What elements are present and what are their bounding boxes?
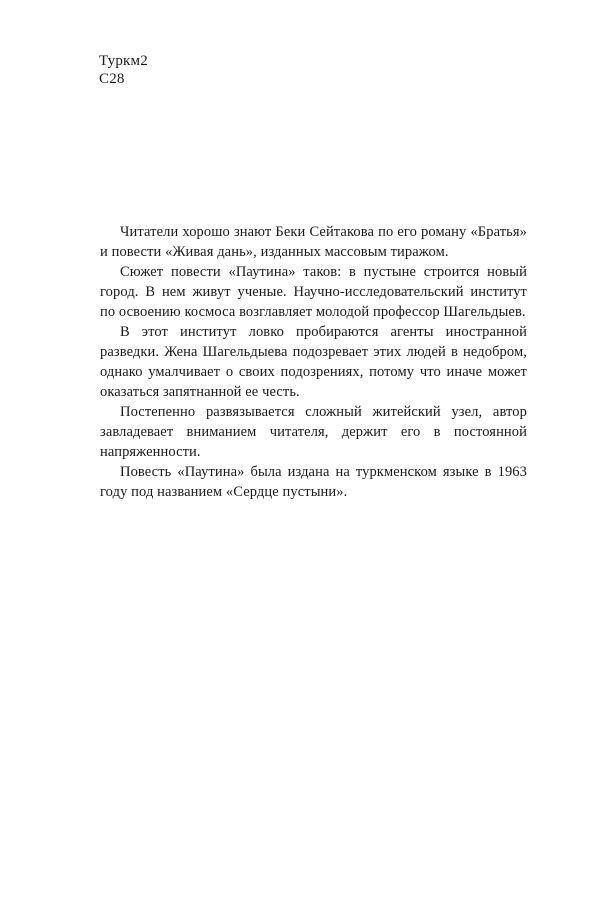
annotation-paragraph: В этот институт ловко пробираются агенты иностранной разведки. Жена Шагельдыева подозревает этих людей в недобром, однако умалчивает о своих подозрениях, потому что иначе может оказаться запятнанной ее честь. bbox=[100, 324, 527, 400]
book-annotation bbox=[100, 222, 527, 502]
library-classification bbox=[99, 52, 148, 88]
annotation-paragraph: Читатели хорошо знают Беки Сейтакова по его роману «Братья» и повести «Живая дань», изданных массовым тиражом. bbox=[100, 224, 527, 260]
author-mark: С28 bbox=[99, 71, 125, 87]
annotation-paragraph: Постепенно развязывается сложный житейский узел, автор завладевает вниманием читателя, держит его в постоянной напряженности. bbox=[100, 404, 527, 460]
classification-index: Туркм2 bbox=[99, 53, 148, 69]
annotation-paragraph: Повесть «Паутина» была издана на туркменском языке в 1963 году под названием «Сердце пустыни». bbox=[100, 464, 527, 500]
annotation-paragraph: Сюжет повести «Паутина» таков: в пустыне строится новый город. В нем живут ученые. Научно-исследовательский институт по освоению космоса возглавляет молодой профессор Шагельдыев. bbox=[100, 264, 527, 320]
